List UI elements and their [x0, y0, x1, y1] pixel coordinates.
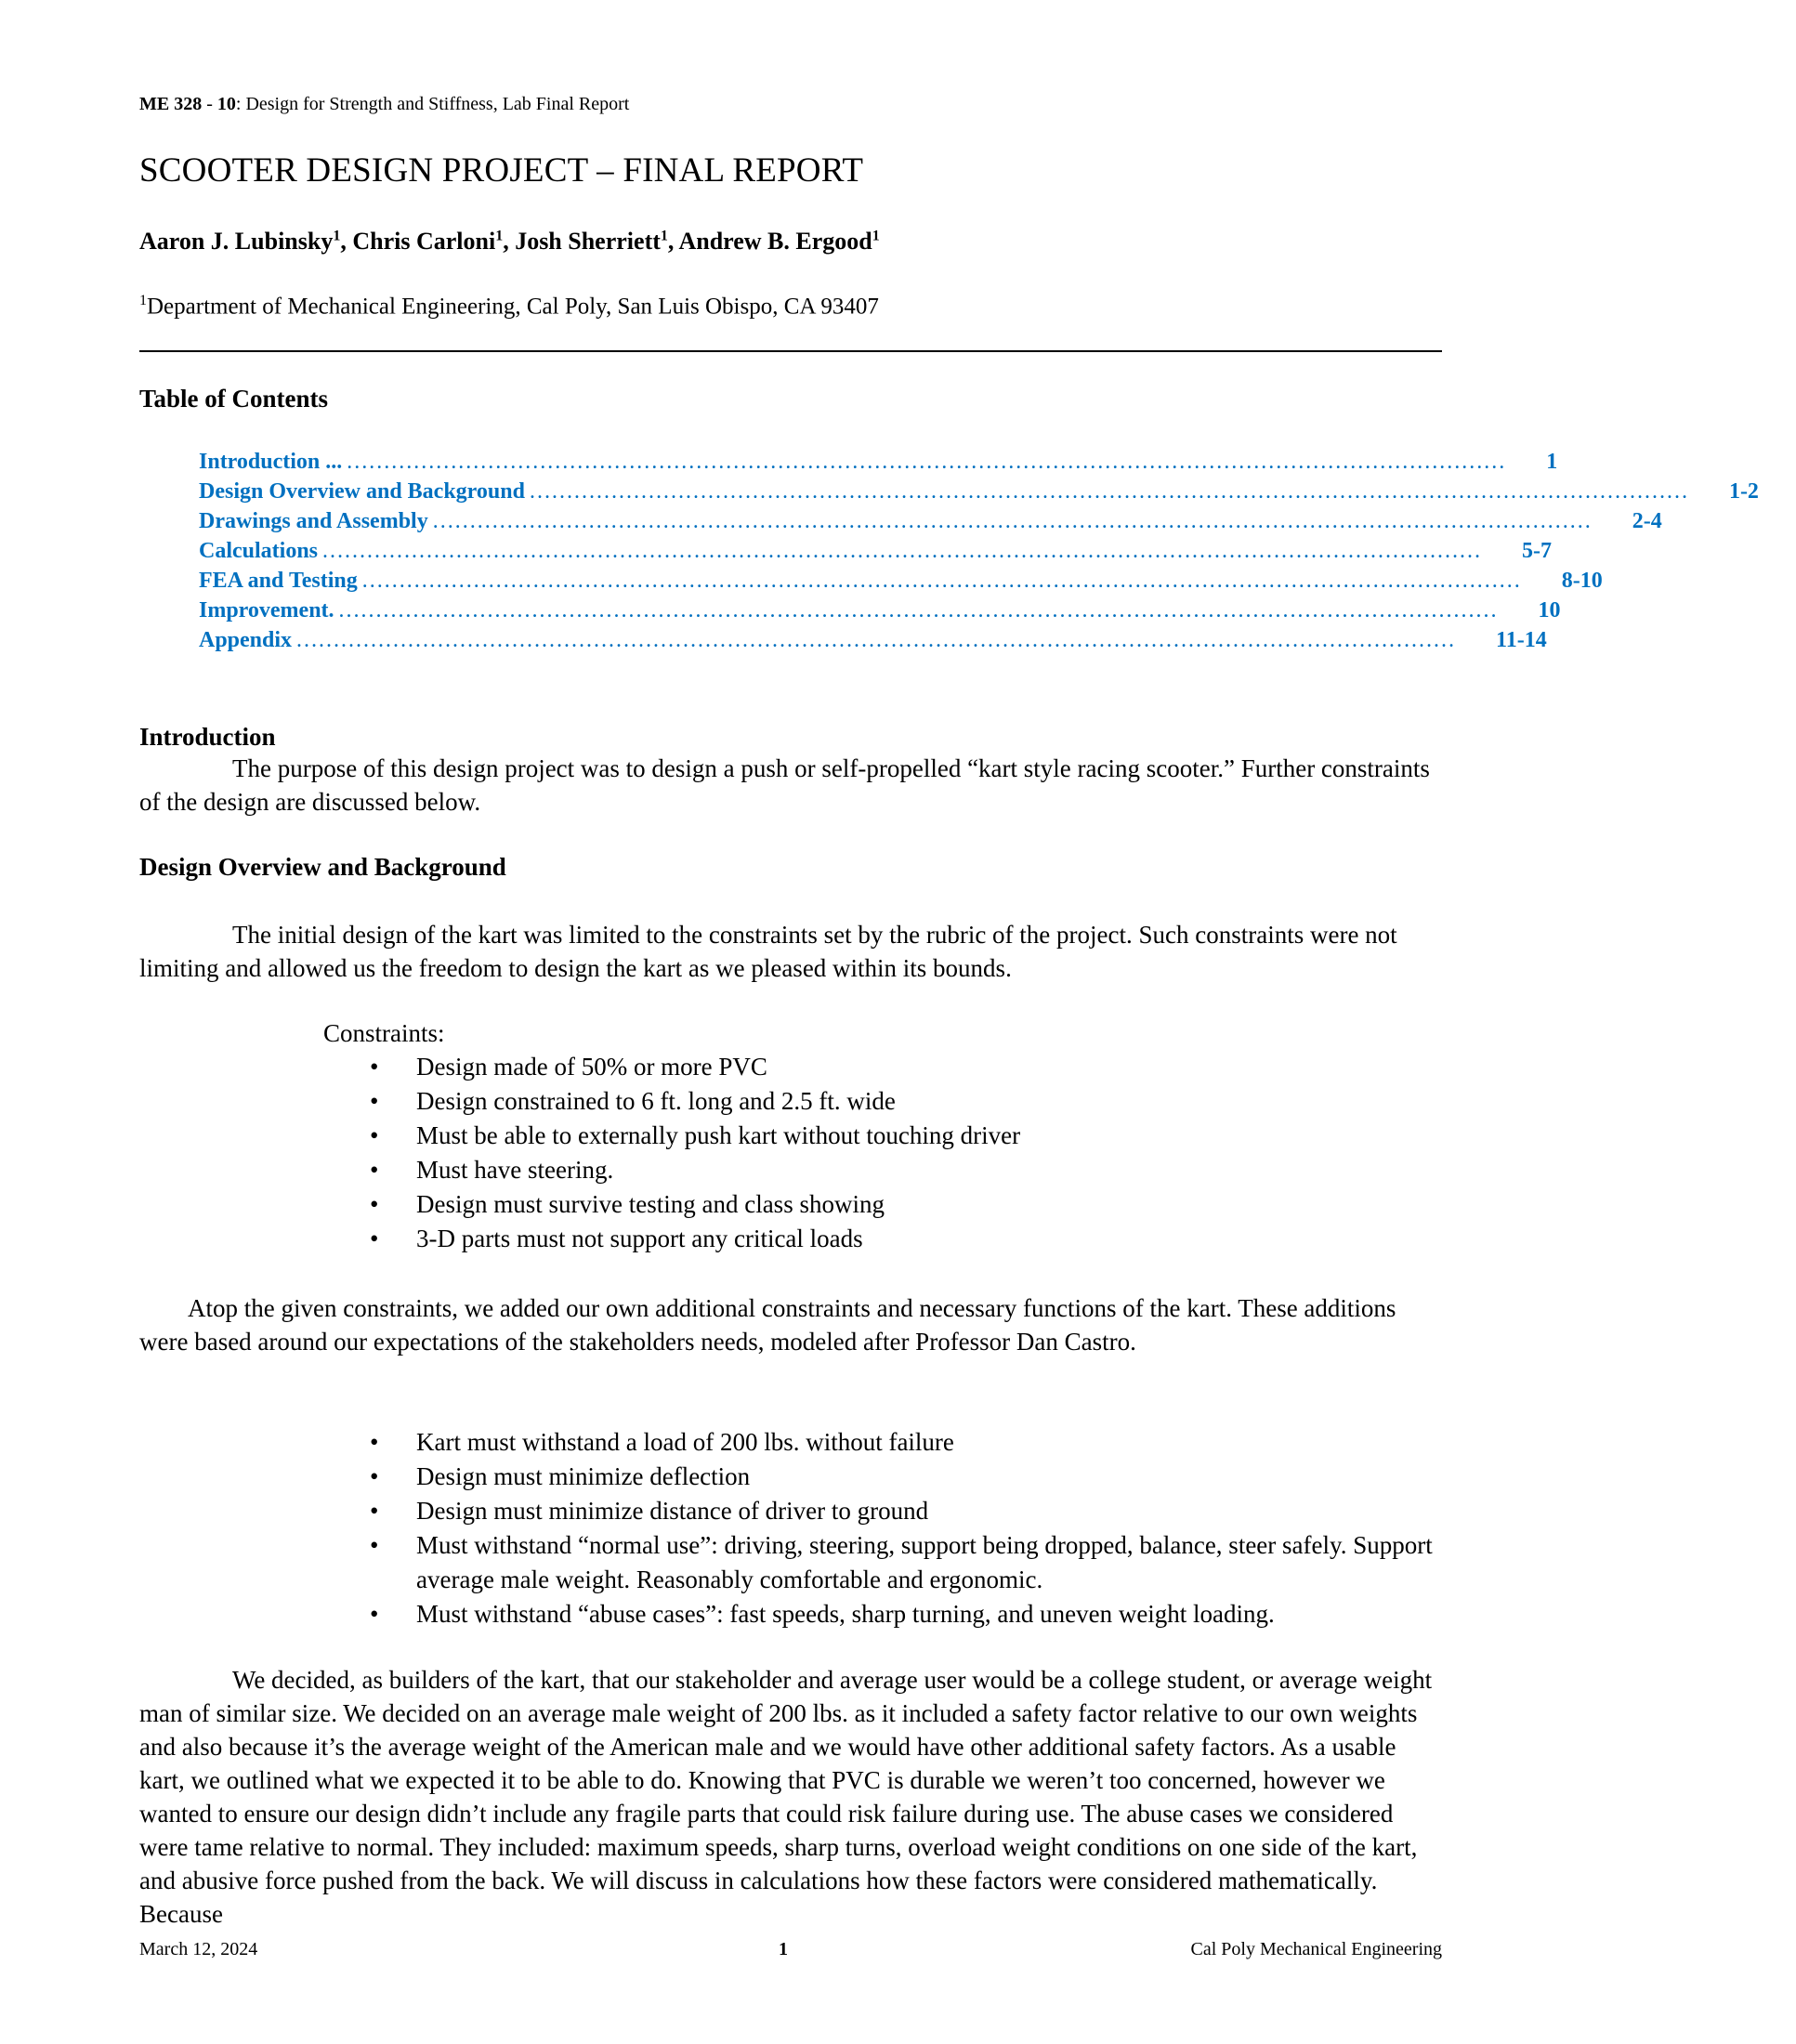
- introduction-section: [139, 723, 1442, 819]
- toc-label: Calculations: [199, 539, 319, 563]
- course-code: ME 328: [139, 94, 203, 114]
- bullet: •: [370, 1497, 379, 1525]
- overview-paragraph-3: [139, 1663, 1442, 1931]
- author-name: Andrew B. Ergood: [678, 228, 872, 255]
- toc-link-improvement[interactable]: [199, 598, 1561, 628]
- list-item: [370, 1494, 1442, 1528]
- toc-label: FEA and Testing: [199, 569, 358, 593]
- paragraph: Atop the given constraints, we added our own additional constraints and necessary functions of the kart. These additions were based around our expectations of the stakeholders needs, modeled after Professor Dan Castro.: [139, 1294, 1396, 1356]
- toc-label: Design Overview and Background: [199, 479, 525, 504]
- toc-label: Appendix: [199, 628, 293, 652]
- section-heading-design-overview: Design Overview and Background: [139, 853, 506, 881]
- toc-link-fea-testing[interactable]: [199, 569, 1603, 598]
- footer-page-number: 1: [779, 1939, 788, 1959]
- list-item-text: Design constrained to 6 ft. long and 2.5 ft. wide: [416, 1087, 896, 1115]
- section-heading-introduction: Introduction: [139, 723, 276, 751]
- author-affiliation-mark: 1: [660, 228, 668, 244]
- author-name: Josh Sherriett: [515, 228, 661, 255]
- list-item-text: Must have steering.: [416, 1156, 614, 1184]
- author-name: Aaron J. Lubinsky: [139, 228, 334, 255]
- bullet: •: [370, 1600, 379, 1628]
- list-item-text: Design must survive testing and class showing: [416, 1190, 885, 1218]
- toc-link-design-overview[interactable]: [199, 479, 1759, 509]
- author-affiliation-mark: 1: [872, 228, 880, 244]
- toc-leader: …………………………………………………………………………………………………………………………………………: [361, 569, 1521, 593]
- toc-page: 1: [1546, 450, 1558, 474]
- toc-link-drawings[interactable]: [199, 509, 1662, 539]
- author-separator: ,: [340, 228, 353, 255]
- toc-page: 11-14: [1496, 628, 1547, 652]
- course-header: [139, 94, 629, 115]
- list-item-text: Must be able to externally push kart without touching driver: [416, 1121, 1021, 1149]
- toc-leader: …………………………………………………………………………………………………………………………………………: [321, 539, 1482, 563]
- author-name: Chris Carloni: [352, 228, 496, 255]
- author-separator: ,: [667, 228, 679, 255]
- course-name: : Design for Strength and Stiffness, Lab Final Report: [235, 94, 630, 114]
- list-item-text: Design made of 50% or more PVC: [416, 1053, 767, 1081]
- paragraph: The initial design of the kart was limited to the constraints set by the rubric of the project. Such constraints were not limiting and allowed us the freedom to design the kart as we pleased within its bounds.: [139, 921, 1397, 982]
- list-item: [370, 1528, 1442, 1597]
- course-section: 10: [216, 94, 236, 114]
- report-title: SCOOTER DESIGN PROJECT – FINAL REPORT: [139, 151, 864, 190]
- additions-list: [370, 1425, 1442, 1631]
- toc-link-introduction[interactable]: [199, 450, 1558, 479]
- bullet: •: [370, 1462, 379, 1490]
- bullet: •: [370, 1190, 379, 1218]
- design-overview-section: [139, 853, 1442, 882]
- list-item: [370, 1084, 1442, 1119]
- toc-page: 5-7: [1522, 539, 1553, 563]
- bullet: •: [370, 1531, 379, 1559]
- toc-page: 2-4: [1632, 509, 1662, 533]
- bullet: •: [370, 1053, 379, 1081]
- list-item: [370, 1187, 1442, 1222]
- toc-label: Improvement.: [199, 598, 334, 622]
- bullet: •: [370, 1156, 379, 1184]
- affiliation-mark: 1: [139, 293, 147, 308]
- bullet: •: [370, 1087, 379, 1115]
- list-item: [370, 1460, 1442, 1494]
- overview-paragraph-1: [139, 918, 1442, 985]
- toc-page: 10: [1538, 598, 1561, 622]
- constraints-label: Constraints:: [323, 1019, 445, 1047]
- toc-link-calculations[interactable]: [199, 539, 1553, 569]
- toc-leader: …………………………………………………………………………………………………………………………………………: [431, 509, 1592, 533]
- affiliation-text: Department of Mechanical Engineering, Cal Poly, San Luis Obispo, CA 93407: [147, 294, 879, 320]
- list-item-text: Must withstand “normal use”: driving, steering, support being dropped, balance, steer safely. Support average male weight. Reasonably comfortable and ergonomic.: [416, 1531, 1433, 1593]
- toc-label: Drawings and Assembly: [199, 509, 428, 533]
- author-separator: ,: [503, 228, 516, 255]
- list-item: [370, 1425, 1442, 1460]
- constraints-list: [370, 1050, 1442, 1256]
- list-item: [370, 1050, 1442, 1084]
- list-item-text: Kart must withstand a load of 200 lbs. without failure: [416, 1428, 954, 1456]
- list-item: [370, 1119, 1442, 1153]
- list-item: [370, 1597, 1442, 1631]
- toc-leader: …………………………………………………………………………………………………………………………………………: [528, 479, 1688, 504]
- header-divider: [139, 350, 1442, 352]
- toc-label: Introduction ...: [199, 450, 343, 474]
- bullet: •: [370, 1225, 379, 1252]
- table-of-contents: [199, 450, 1759, 658]
- author-list: [139, 228, 880, 256]
- list-item-text: Must withstand “abuse cases”: fast speeds, sharp turning, and uneven weight loading.: [416, 1600, 1275, 1628]
- footer-organization: Cal Poly Mechanical Engineering: [1190, 1939, 1442, 1959]
- toc-leader: …………………………………………………………………………………………………………………………………………: [295, 628, 1456, 652]
- author-affiliation-mark: 1: [333, 228, 341, 244]
- list-item-text: Design must minimize distance of driver to ground: [416, 1497, 929, 1525]
- affiliation: [139, 293, 879, 320]
- toc-page: 8-10: [1561, 569, 1603, 593]
- toc-link-appendix[interactable]: [199, 628, 1547, 658]
- bullet: •: [370, 1428, 379, 1456]
- toc-leader: …………………………………………………………………………………………………………………………………………: [337, 598, 1498, 622]
- introduction-paragraph: The purpose of this design project was to design a push or self-propelled “kart style racing scooter.” Further constraints of the design are discussed below.: [139, 754, 1430, 816]
- course-separator: -: [202, 94, 217, 114]
- bullet: •: [370, 1121, 379, 1149]
- overview-paragraph-2: [139, 1291, 1442, 1358]
- list-item-text: 3-D parts must not support any critical loads: [416, 1225, 863, 1252]
- toc-leader: …………………………………………………………………………………………………………………………………………: [346, 450, 1506, 474]
- list-item: [370, 1222, 1442, 1256]
- toc-page: 1-2: [1728, 479, 1759, 504]
- toc-heading: Table of Contents: [139, 385, 329, 413]
- footer-date: March 12, 2024: [139, 1939, 258, 1959]
- list-item-text: Design must minimize deflection: [416, 1462, 751, 1490]
- list-item: [370, 1153, 1442, 1187]
- author-affiliation-mark: 1: [495, 228, 504, 244]
- paragraph: We decided, as builders of the kart, that our stakeholder and average user would be a college student, or average weight man of similar size. We decided on an average male weight of 200 lbs. as it included a safety factor relative to our own weights and also because it’s the average weight of the American male and we would have other additional safety factors. As a usable kart, we outlined what we expected it to be able to do. Knowing that PVC is durable we weren’t too concerned, however we wanted to ensure our design didn’t include any fragile parts that could risk failure during use. The abuse cases we considered were tame relative to normal. They included: maximum speeds, sharp turns, overload weight conditions on one side of the kart, and abusive force pushed from the back. We will discuss in calculations how these factors were considered mathematically. Because: [139, 1666, 1433, 1928]
